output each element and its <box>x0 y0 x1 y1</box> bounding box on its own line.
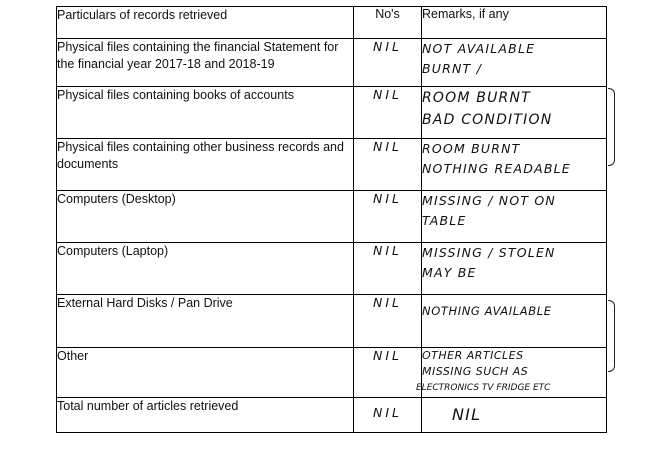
row-particular: Computers (Laptop) <box>57 243 354 295</box>
row-particular: Physical files containing other business records and documents <box>57 139 354 191</box>
row-remark <box>422 39 607 87</box>
row-particular: Computers (Desktop) <box>57 191 354 243</box>
header-remarks: Remarks, if any <box>422 7 607 39</box>
handwritten-brace <box>608 300 615 372</box>
row-remark <box>422 139 607 191</box>
remark-line: BURNT / <box>422 61 482 76</box>
remark-line: BAD CONDITION <box>422 112 553 128</box>
row-remark <box>422 87 607 139</box>
handwritten-brace <box>608 88 615 166</box>
remark-line: MISSING / NOT ON <box>422 193 556 208</box>
row-particular: Other <box>57 348 354 398</box>
row-nos: NIL <box>354 139 422 191</box>
row-nos: NIL <box>354 243 422 295</box>
remark-line: NOT AVAILABLE <box>422 41 536 56</box>
row-remark <box>416 348 607 398</box>
remark-line: ELECTRONICS TV FRIDGE ETC <box>416 383 551 393</box>
table-row <box>57 87 607 139</box>
table-row <box>57 39 607 87</box>
table-row <box>57 295 607 348</box>
row-particular: External Hard Disks / Pan Drive <box>57 295 354 348</box>
row-particular: Physical files containing the financial Statement for the financial year 2017-18 and 2018-19 <box>57 39 354 87</box>
row-nos: NIL <box>354 348 422 398</box>
header-particulars: Particulars of records retrieved <box>57 7 354 39</box>
remark-line: MISSING / STOLEN <box>422 245 556 260</box>
remark-line: NOTHING AVAILABLE <box>422 304 552 318</box>
table-row <box>57 243 607 295</box>
row-nos: NIL <box>354 295 422 348</box>
remark-line: TABLE <box>422 213 467 228</box>
table-row <box>57 139 607 191</box>
row-nos: NIL <box>354 191 422 243</box>
row-remark <box>422 191 607 243</box>
row-remark <box>422 243 607 295</box>
remark-line: ROOM BURNT <box>422 141 521 156</box>
remark-line: NIL <box>452 405 482 424</box>
row-remark <box>422 295 607 348</box>
row-particular: Total number of articles retrieved <box>57 398 354 433</box>
records-table <box>56 6 607 433</box>
row-nos: NIL <box>354 39 422 87</box>
header-nos: No's <box>354 7 422 39</box>
remark-line: MISSING SUCH AS <box>422 365 529 378</box>
row-particular: Physical files containing books of accounts <box>57 87 354 139</box>
remark-line: NOTHING READABLE <box>422 161 571 176</box>
remark-line: ROOM BURNT <box>422 90 531 106</box>
remark-line: OTHER ARTICLES <box>422 349 524 362</box>
remark-line: MAY BE <box>422 265 477 280</box>
table-row <box>57 348 607 398</box>
row-nos: NIL <box>354 87 422 139</box>
header-row <box>57 7 607 39</box>
table-row <box>57 398 607 433</box>
table-row <box>57 191 607 243</box>
row-nos: NIL <box>354 398 422 433</box>
row-remark <box>422 398 607 433</box>
